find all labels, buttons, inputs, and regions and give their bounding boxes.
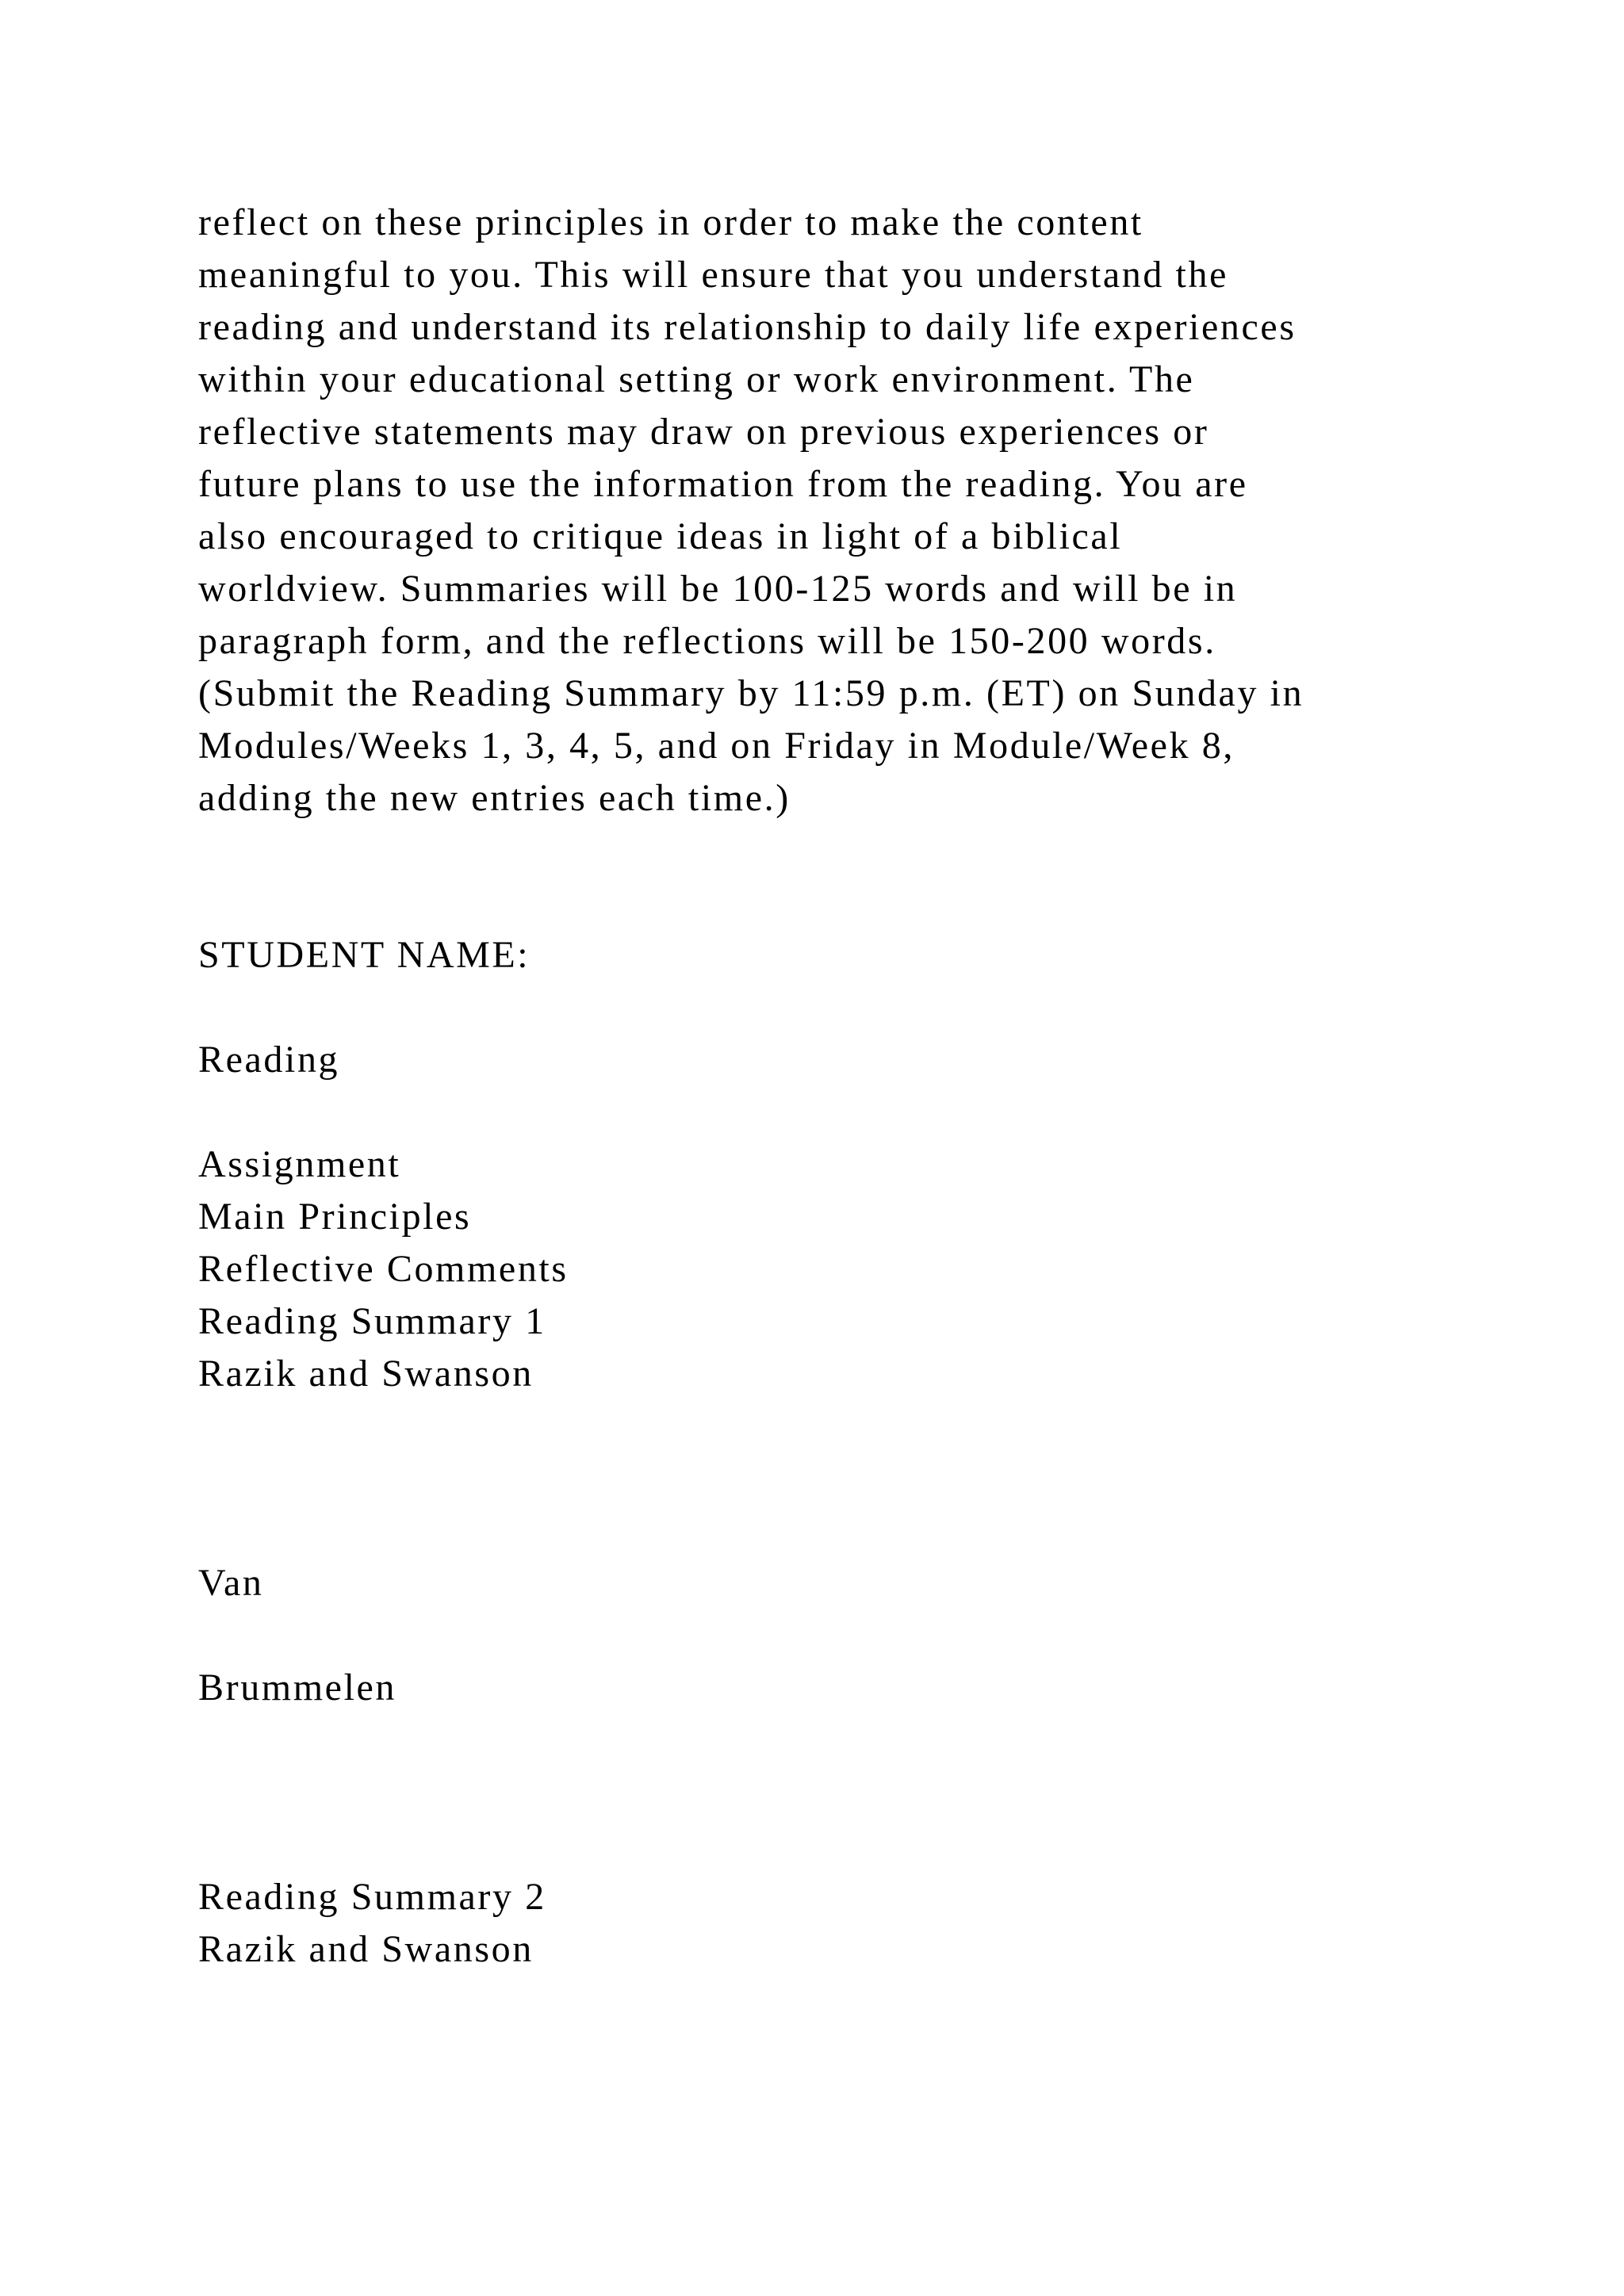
spacer (198, 1400, 1530, 1557)
spacer (198, 825, 1530, 929)
paragraph-line: reflect on these principles in order to make the content (198, 201, 1143, 243)
reading-summary-2: Reading Summary 2 (198, 1876, 546, 1918)
document-body (198, 197, 1530, 1976)
spacer (198, 1086, 1530, 1138)
van-text: Van (198, 1562, 264, 1604)
paragraph-line: paragraph form, and the reflections will be 150-200 words. (198, 620, 1216, 662)
paragraph-line: reflective statements may draw on previous experiences or (198, 411, 1209, 453)
spacer (198, 1714, 1530, 1871)
brummelen-text: Brummelen (198, 1667, 397, 1709)
paragraph-line: also encouraged to critique ideas in light of a biblical (198, 515, 1123, 557)
razik-swanson-1: Razik and Swanson (198, 1353, 534, 1395)
paragraph-line: Modules/Weeks 1, 3, 4, 5, and on Friday in Module/Week 8, (198, 725, 1235, 767)
reflective-comments-header: Reflective Comments (198, 1248, 569, 1290)
paragraph-line: reading and understand its relationship to daily life experiences (198, 306, 1297, 348)
paragraph-line: worldview. Summaries will be 100-125 words and will be in (198, 568, 1238, 610)
razik-swanson-2: Razik and Swanson (198, 1928, 534, 1970)
paragraph-line: (Submit the Reading Summary by 11:59 p.m. (ET) on Sunday in (198, 672, 1304, 714)
spacer (198, 982, 1530, 1034)
paragraph-line: adding the new entries each time.) (198, 777, 791, 819)
reading-label: Reading (198, 1039, 340, 1081)
reading-summary-1: Reading Summary 1 (198, 1300, 546, 1342)
spacer (198, 1609, 1530, 1662)
main-principles-header: Main Principles (198, 1196, 472, 1238)
student-name-label: STUDENT NAME: (198, 934, 530, 976)
assignment-header: Assignment (198, 1143, 401, 1185)
table-header-block (198, 1138, 1530, 1400)
paragraph-line: meaningful to you. This will ensure that you understand the (198, 254, 1228, 296)
paragraph-line: within your educational setting or work environment. The (198, 358, 1195, 400)
instructions-paragraph (198, 197, 1530, 825)
paragraph-line: future plans to use the information from the reading. You are (198, 463, 1248, 505)
